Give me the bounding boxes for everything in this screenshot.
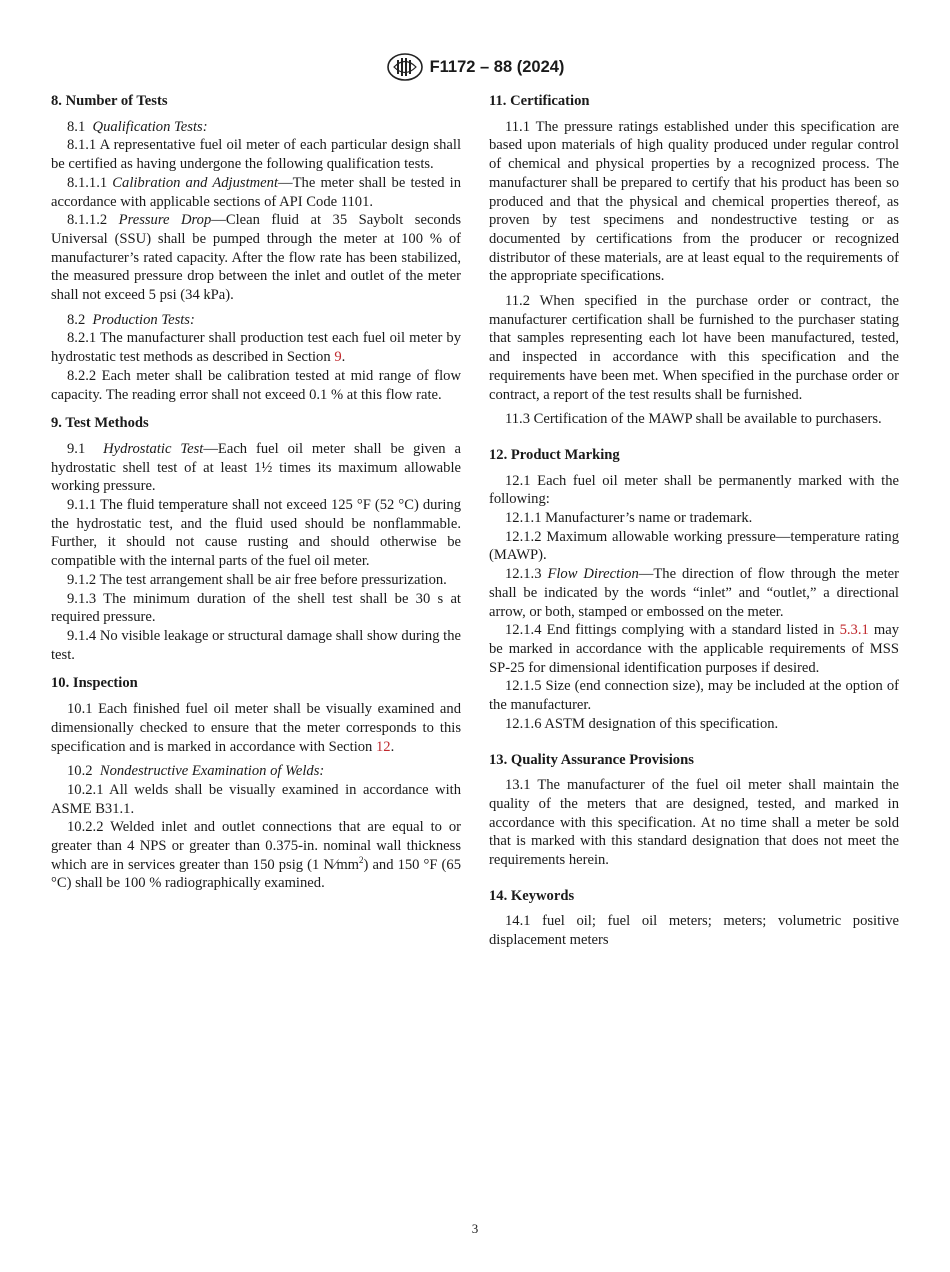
- para-8-1: 8.1 Qualification Tests:: [67, 118, 208, 135]
- section-11-title: 11. Certification: [489, 93, 590, 109]
- page-header: [0, 52, 950, 82]
- para-9-1-2: 9.1.2 The test arrangement shall be air free before pressurization.: [67, 571, 447, 588]
- left-column: [51, 92, 461, 893]
- para-9-1-4: 9.1.4 No visible leakage or structural damage shall show during the test.: [51, 627, 461, 663]
- para-10-2-1: 10.2.1 All welds shall be visually examined in accordance with ASME B31.1.: [51, 781, 461, 817]
- para-8-2-2: 8.2.2 Each meter shall be calibration tested at mid range of flow capacity. The reading error shall not exceed 0.1 % at this flow rate.: [51, 367, 461, 403]
- para-13-1: 13.1 The manufacturer of the fuel oil meter shall maintain the quality of the meters that are designed, tested, and marked in accordance with this specification. At no time shall a meter be sold that is marked with this standard designation that does not meet the requirements herein.: [489, 777, 899, 869]
- section-12-link[interactable]: 12: [376, 738, 391, 755]
- section-12-title: 12. Product Marking: [489, 446, 620, 463]
- para-8-1-1-2: 8.1.1.2 Pressure Drop—Clean fluid at 35 Saybolt seconds Universal (SSU) shall be pumped through the meter at 100 % of manufacturer’s rated capacity. After the flow rate has been stabilized, the measured pressure drop between the inlet and outlet of the meter shall not exceed 5 psi (34 kPa).: [51, 212, 461, 304]
- document-designation: F1172 – 88 (2024): [429, 57, 565, 76]
- section-9-title: 9. Test Methods: [51, 415, 149, 432]
- right-column: [489, 92, 899, 950]
- para-12-1-4: 12.1.4 End fittings complying with a standard listed in 5.3.1 may be marked in accordance with the applicable requirements of MSS SP-25 for dimensional identification purposes if desired.: [489, 622, 899, 676]
- section-13-title: 13. Quality Assurance Provisions: [489, 751, 694, 768]
- para-9-1-3: 9.1.3 The minimum duration of the shell test shall be 30 s at required pressure.: [51, 590, 461, 626]
- para-9-1-1: 9.1.1 The fluid temperature shall not exceed 125 °F (52 °C) during the hydrostatic test, and the fluid used should be nonflammable. Further, it should not cause rusting and should otherwise be compatible with the internal parts of the fuel oil meter.: [51, 497, 461, 570]
- para-10-2-2: 10.2.2 Welded inlet and outlet connections that are equal to or greater than 4 NPS or greater than 0.375-in. nominal wall thickness which are in services greater than 150 psig (1 $N⁄mm^2$) and 150 °F (65 °C) shall be 100 % radiographically examined.: [51, 819, 461, 892]
- section-5-3-1-link[interactable]: 5.3.1: [839, 622, 869, 639]
- para-12-1-3: 12.1.3 Flow Direction—The direction of flow through the meter shall be indicated by the words “inlet” and “outlet,” a directional arrow, or both, stamped or embossed on the meter.: [489, 566, 899, 620]
- para-9-1: 9.1 Hydrostatic Test—Each fuel oil meter shall be given a hydrostatic shell test of at least 1½ times its maximum allowable working pressure.: [51, 440, 461, 495]
- para-12-1-5: 12.1.5 Size (end connection size), may be included at the option of the manufacturer.: [489, 678, 899, 714]
- section-10-title: 10. Inspection: [51, 675, 138, 692]
- para-12-1-2: 12.1.2 Maximum allowable working pressure—temperature rating (MAWP).: [489, 528, 899, 564]
- para-14-1: 14.1 fuel oil; fuel oil meters; meters; volumetric positive displacement meters: [489, 913, 899, 949]
- para-10-2: 10.2 Nondestructive Examination of Welds:: [67, 763, 325, 780]
- page-number: 3: [471, 1221, 479, 1236]
- para-11-2: 11.2 When specified in the purchase order or contract, the manufacturer certification shall be furnished to the purchaser stating that samples representing each lot have been manufactured, tested, and inspected in accordance with this specification and the requirements have been met. When specified in the purchase order or contract, a report of the test results shall be furnished.: [489, 293, 899, 403]
- para-11-3: 11.3 Certification of the MAWP shall be available to purchasers.: [505, 411, 882, 428]
- para-11-1: 11.1 The pressure ratings established under this specification are based upon materials of high quality produced under regular control of chemical and physical properties by a recognized process. The manufacturer shall be prepared to certify that his product has been so produced and that the physical and chemical properties thereof, as proven by test specimens and nondestructive testing or as documented by certifications from the producer or recognized distributor of these materials, are at least equal to the requirements of the appropriate specifications.: [489, 118, 899, 285]
- para-8-2-1: 8.2.1 The manufacturer shall production test each fuel oil meter by hydrostatic test methods as described in Section 9.: [51, 330, 461, 366]
- para-8-2: 8.2 Production Tests:: [67, 311, 195, 328]
- section-14-title: 14. Keywords: [489, 887, 575, 904]
- para-12-1: 12.1 Each fuel oil meter shall be permanently marked with the following:: [489, 472, 899, 508]
- astm-logo-icon: [386, 52, 424, 82]
- section-9-link[interactable]: 9: [334, 349, 342, 366]
- para-8-1-1: 8.1.1 A representative fuel oil meter of each particular design shall be certified as having undergone the following qualification tests.: [51, 137, 461, 173]
- para-8-1-1-1: 8.1.1.1 Calibration and Adjustment—The meter shall be tested in accordance with applicable sections of API Code 1101.: [51, 174, 461, 210]
- para-12-1-1: 12.1.1 Manufacturer’s name or trademark.: [505, 510, 753, 527]
- para-10-1: 10.1 Each finished fuel oil meter shall be visually examined and dimensionally checked to ensure that the meter corresponds to this specification and is marked in accordance with Section 12.: [51, 701, 461, 755]
- section-8-title: 8. Number of Tests: [51, 93, 168, 109]
- para-12-1-6: 12.1.6 ASTM designation of this specification.: [505, 715, 779, 732]
